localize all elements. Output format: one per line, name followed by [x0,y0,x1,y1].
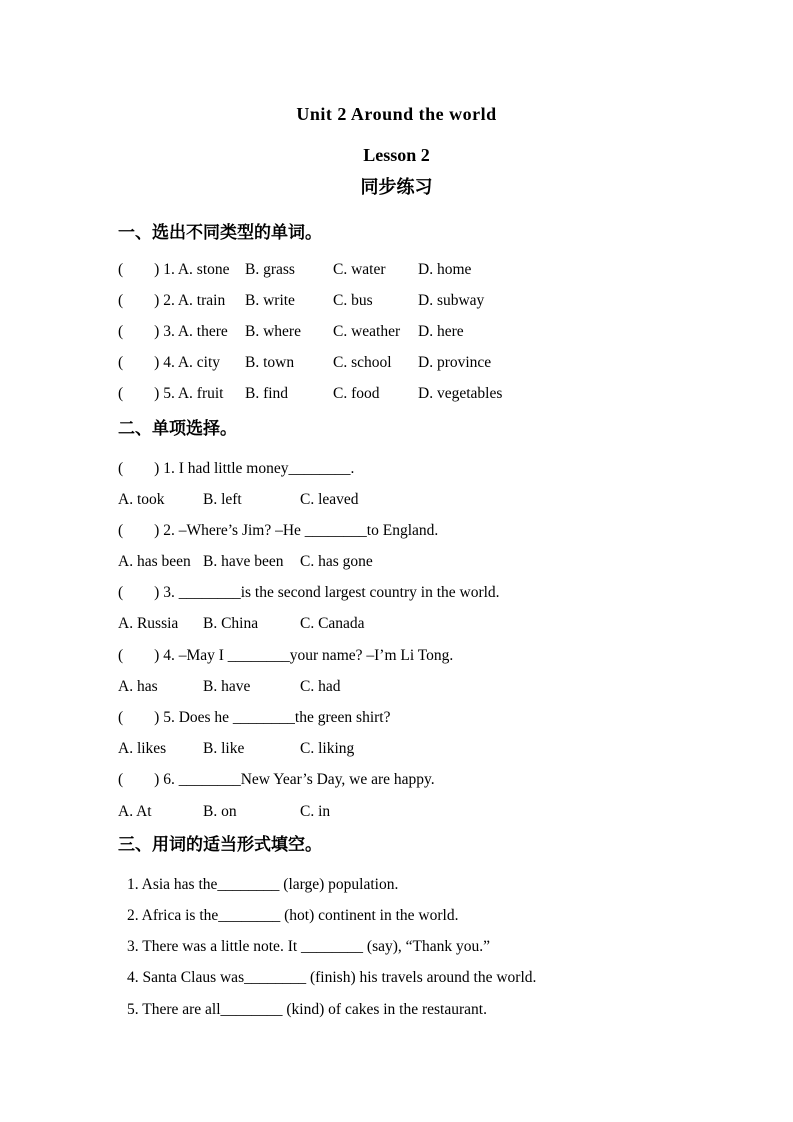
section2-heading: 二、单项选择。 [118,418,237,439]
options-row [118,484,763,515]
option-c: C. bus [333,291,373,309]
section3-heading: 三、用词的适当形式填空。 [118,835,322,856]
option-b: B. find [245,385,289,403]
item-lead: ( ) 3. A. there [118,322,228,340]
question-text: ( ) 3. ________is the second largest country in the world. [118,584,500,602]
item-lead: ( ) 4. A. city [118,354,221,372]
question-row [118,453,763,484]
section2-items [118,453,763,827]
option-a: A. At [118,802,152,820]
option-b: B. have [203,677,251,695]
option-a: A. Russia [118,615,179,633]
option-b: B. where [245,322,301,340]
option-b: B. write [245,291,295,309]
fill-blank-item [118,932,763,963]
question-row [118,702,763,733]
section3-items [118,869,763,1025]
question-row [118,640,763,671]
options-row [118,734,763,765]
option-c: C. weather [333,322,401,340]
options-row [118,609,763,640]
option-c: C. leaved [300,490,359,508]
exercise-item [118,285,763,316]
question-text: ( ) 6. ________New Year’s Day, we are happy. [118,771,435,789]
option-b: B. town [245,354,295,372]
worksheet-subtitle: 同步练习 [360,177,433,198]
option-b: B. grass [245,260,295,278]
option-d: D. home [418,260,472,278]
document-title: Unit 2 Around the world [296,104,497,124]
question-row [118,765,763,796]
option-d: D. vegetables [418,385,503,403]
option-a: A. has been [118,553,191,571]
option-c: C. water [333,260,386,278]
question-text: ( ) 5. Does he ________the green shirt? [118,709,391,727]
option-d: D. here [418,322,464,340]
option-b: B. like [203,740,245,758]
options-row [118,547,763,578]
item-text: 2. Africa is the________ (hot) continent in the world. [127,906,459,924]
question-text: ( ) 4. –May I ________your name? –I’m Li Tong. [118,646,454,664]
item-text: 3. There was a little note. It ________ (say), “Thank you.” [127,938,491,956]
option-c: C. food [333,385,380,403]
exercise-item [118,348,763,379]
section1-items [118,254,763,410]
worksheet-content [0,222,793,1025]
item-lead: ( ) 1. A. stone [118,260,230,278]
item-text: 1. Asia has the________ (large) population. [127,875,399,893]
fill-blank-item [118,869,763,900]
option-c: C. in [300,802,331,820]
option-a: A. has [118,677,158,695]
lesson-title: Lesson 2 [363,145,430,165]
option-c: C. liking [300,740,355,758]
exercise-item [118,379,763,410]
section1-heading: 一、选出不同类型的单词。 [118,223,322,243]
fill-blank-item [118,963,763,994]
question-row [118,578,763,609]
option-c: C. school [333,354,392,372]
fill-blank-item [118,900,763,931]
question-text: ( ) 1. I had little money________. [118,459,355,477]
option-a: A. likes [118,740,167,758]
exercise-item [118,316,763,347]
option-c: C. Canada [300,615,365,633]
option-b: B. left [203,490,242,508]
option-b: B. China [203,615,259,633]
fill-blank-item [118,994,763,1025]
exercise-item [118,254,763,285]
option-d: D. subway [418,291,485,309]
option-b: B. on [203,802,237,820]
option-b: B. have been [203,553,284,571]
option-c: C. had [300,677,341,695]
options-row [118,671,763,702]
item-lead: ( ) 2. A. train [118,291,226,309]
question-text: ( ) 2. –Where’s Jim? –He ________to England. [118,521,439,539]
option-a: A. took [118,490,165,508]
item-text: 5. There are all________ (kind) of cakes in the restaurant. [127,1000,487,1018]
options-row [118,796,763,827]
question-row [118,515,763,546]
option-d: D. province [418,354,492,372]
item-text: 4. Santa Claus was________ (finish) his travels around the world. [127,969,537,987]
item-lead: ( ) 5. A. fruit [118,385,224,403]
option-c: C. has gone [300,553,373,571]
